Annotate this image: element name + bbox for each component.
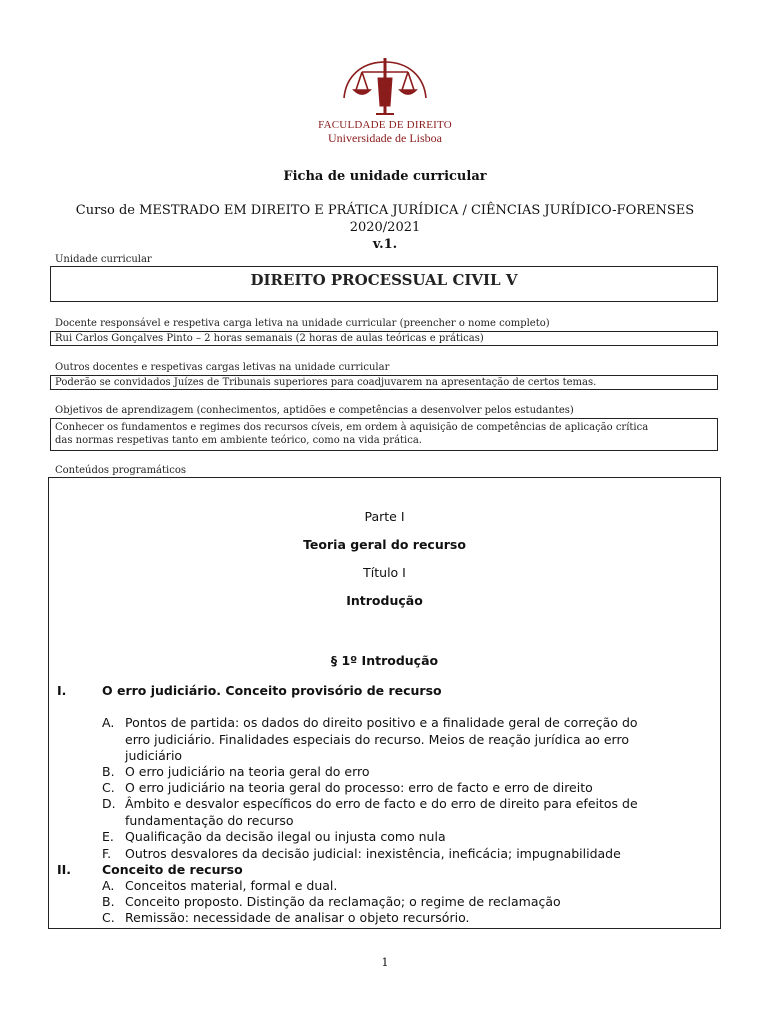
item-letter: A.: [102, 878, 115, 893]
list-item: Outros desvalores da decisão judicial: inexistência, ineficácia; impugnabilidade: [125, 846, 621, 861]
others-box: [50, 375, 718, 390]
chapter-roman: II.: [57, 862, 72, 877]
title-name: Introdução: [346, 593, 423, 608]
chapter-heading: O erro judiciário. Conceito provisório de recurso: [102, 683, 442, 698]
scales-of-justice-icon: [332, 56, 438, 118]
objectives-label: Objetivos de aprendizagem (conhecimentos, aptidões e competências a desenvolver pelos estudantes): [55, 405, 574, 416]
list-item: Remissão: necessidade de analisar o objeto recursório.: [125, 910, 470, 925]
list-item: Conceitos material, formal e dual.: [125, 878, 338, 893]
list-item: Qualificação da decisão ilegal ou injusta como nula: [125, 829, 446, 844]
teacher-label: Docente responsável e respetiva carga letiva na unidade curricular (preencher o nome completo): [55, 318, 550, 329]
chapter-heading: Conceito de recurso: [102, 862, 243, 877]
contents-box: [48, 477, 721, 929]
objectives-line1: Conhecer os fundamentos e regimes dos recursos cíveis, em ordem à aquisição de competências de aplicação crítica: [55, 422, 649, 433]
version: v.1.: [372, 237, 398, 252]
item-letter: F.: [102, 846, 112, 861]
title-number: Título I: [363, 565, 406, 580]
part-number: Parte I: [364, 509, 405, 524]
teacher-box: [50, 331, 718, 346]
academic-year: 2020/2021: [349, 220, 421, 235]
course-name: Curso de MESTRADO EM DIREITO E PRÁTICA JURÍDICA / CIÊNCIAS JURÍDICO-FORENSES: [75, 203, 695, 218]
document-title: Ficha de unidade curricular: [283, 169, 487, 184]
list-item: Pontos de partida: os dados do direito positivo e a finalidade geral de correção do erro judiciário. Finalidades especiais do recurso. Meios de reação jurídica ao erro judiciário: [125, 715, 638, 763]
item-letter: C.: [102, 910, 115, 925]
unit-name: DIREITO PROCESSUAL CIVIL V: [250, 271, 518, 289]
faculty-logo: [332, 56, 438, 122]
logo-line1: FACULDADE DE DIREITO: [318, 119, 452, 131]
item-letter: B.: [102, 894, 115, 909]
item-letter: B.: [102, 764, 115, 779]
others-label: Outros docentes e respetivas cargas letivas na unidade curricular: [55, 362, 390, 373]
list-item: Conceito proposto. Distinção da reclamação; o regime de reclamação: [125, 894, 561, 909]
chapter-roman: I.: [57, 683, 67, 698]
objectives-box: [50, 418, 718, 451]
others-value: Poderão se convidados Juízes de Tribunais superiores para coadjuvarem na apresentação de certos temas.: [55, 377, 597, 388]
list-item: Âmbito e desvalor específicos do erro de facto e do erro de direito para efeitos de fundamentação do recurso: [125, 796, 638, 828]
item-letter: E.: [102, 829, 114, 844]
unit-label: Unidade curricular: [55, 254, 152, 265]
item-letter: C.: [102, 780, 115, 795]
part-title: Teoria geral do recurso: [303, 537, 466, 552]
contents-label: Conteúdos programáticos: [55, 465, 186, 476]
item-letter: A.: [102, 715, 115, 730]
list-item: O erro judiciário na teoria geral do erro: [125, 764, 370, 779]
list-item: O erro judiciário na teoria geral do processo: erro de facto e erro de direito: [125, 780, 593, 795]
section-heading: § 1º Introdução: [330, 653, 439, 668]
unit-box: [50, 266, 718, 302]
logo-line2: Universidade de Lisboa: [328, 131, 442, 145]
teacher-value: Rui Carlos Gonçalves Pinto – 2 horas semanais (2 horas de aulas teóricas e práticas): [55, 333, 484, 344]
objectives-line2: das normas respetivas tanto em ambiente teórico, como na vida prática.: [55, 435, 422, 446]
item-letter: D.: [102, 796, 116, 811]
page-number: 1: [381, 956, 389, 969]
